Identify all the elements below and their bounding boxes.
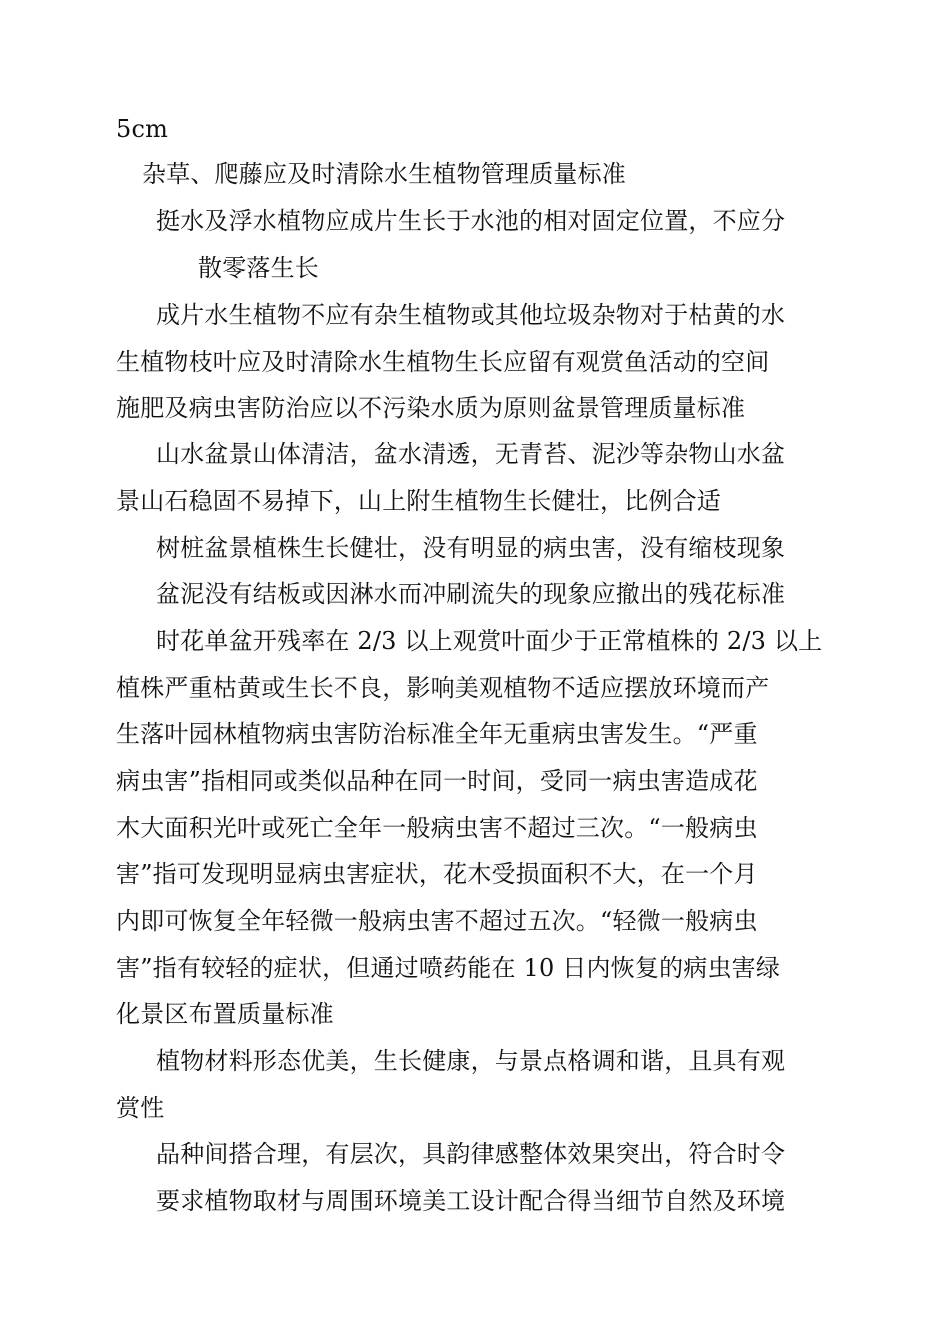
text-line: 时花单盆开残率在 2/3 以上观赏叶面少于正常植株的 2/3 以上	[156, 627, 823, 655]
text-line: 害”指可发现明显病虫害症状，花木受损面积不大，在一个月	[116, 860, 758, 888]
text-line: 景山石稳固不易掉下，山上附生植物生长健壮，比例合适	[116, 487, 721, 515]
text-line: 品种间搭合理，有层次，具韵律感整体效果突出，符合时令	[156, 1140, 786, 1168]
text-line: 5cm	[116, 115, 169, 143]
text-line: 成片水生植物不应有杂生植物或其他垃圾杂物对于枯黄的水	[156, 301, 786, 329]
text-line: 生植物枝叶应及时清除水生植物生长应留有观赏鱼活动的空间	[116, 348, 770, 376]
text-line: 内即可恢复全年轻微一般病虫害不超过五次。“轻微一般病虫	[116, 907, 758, 935]
text-line: 化景区布置质量标准	[116, 1000, 334, 1028]
text-line: 杂草、爬藤应及时清除水生植物管理质量标准	[142, 160, 626, 188]
text-line: 盆泥没有结板或因淋水而冲刷流失的现象应撤出的残花标准	[156, 580, 786, 608]
text-line: 赏性	[116, 1094, 165, 1122]
text-line: 害”指有较轻的症状，但通过喷药能在 10 日内恢复的病虫害绿	[116, 954, 781, 982]
text-line: 施肥及病虫害防治应以不污染水质为原则盆景管理质量标准	[116, 394, 746, 422]
text-line: 挺水及浮水植物应成片生长于水池的相对固定位置，不应分	[156, 207, 786, 235]
text-line: 病虫害”指相同或类似品种在同一时间，受同一病虫害造成花	[116, 767, 758, 795]
text-line: 散零落生长	[198, 254, 319, 282]
text-line: 生落叶园林植物病虫害防治标准全年无重病虫害发生。“严重	[116, 720, 758, 748]
text-line: 树桩盆景植株生长健壮，没有明显的病虫害，没有缩枝现象	[156, 534, 786, 562]
text-line: 山水盆景山体清洁，盆水清透，无青苔、泥沙等杂物山水盆	[156, 440, 786, 468]
text-line: 要求植物取材与周围环境美工设计配合得当细节自然及环境	[156, 1187, 786, 1215]
text-line: 植株严重枯黄或生长不良，影响美观植物不适应摆放环境而产	[116, 674, 770, 702]
text-line: 木大面积光叶或死亡全年一般病虫害不超过三次。“一般病虫	[116, 814, 758, 842]
text-line: 植物材料形态优美，生长健康，与景点格调和谐，且具有观	[156, 1047, 786, 1075]
